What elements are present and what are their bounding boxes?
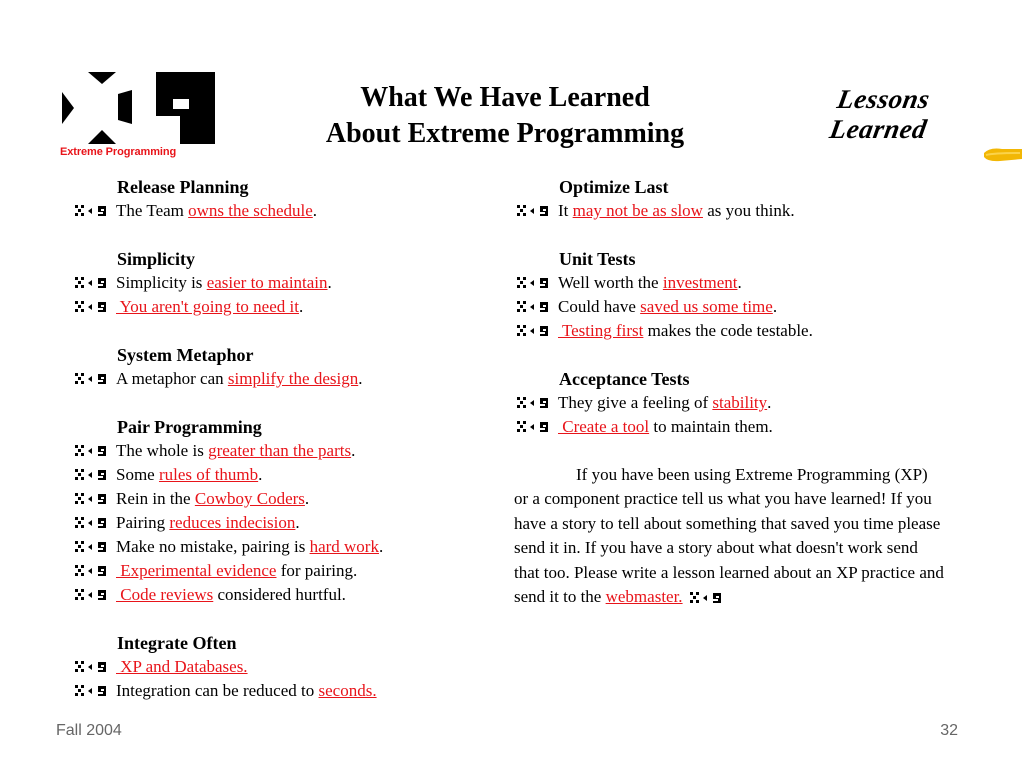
title-line-1: What We Have Learned: [360, 82, 650, 113]
item-link[interactable]: rules of thumb: [158, 465, 259, 484]
section-heading: Simplicity: [117, 249, 196, 269]
item-text-suffix: .: [298, 297, 304, 316]
bullet-icon: [514, 396, 558, 410]
bullet-icon: [687, 591, 731, 605]
bullet-icon: [72, 516, 116, 530]
title-line-2: About Extreme Programming: [325, 118, 685, 149]
spacer: [514, 223, 946, 247]
item-text-suffix: as you think.: [702, 201, 795, 220]
item-link[interactable]: You aren't going to need it: [116, 297, 299, 316]
bullet-icon: [72, 276, 116, 290]
bullet-icon: [514, 324, 558, 338]
spacer: [514, 439, 946, 463]
list-item: [514, 295, 946, 319]
section-heading: Pair Programming: [117, 417, 262, 437]
item-text-suffix: makes the code testable.: [643, 321, 813, 340]
item-link[interactable]: Cowboy Coders: [194, 489, 305, 508]
item-text: Well worth the: [558, 273, 663, 292]
item-text-suffix: .: [767, 393, 772, 412]
list-item: [72, 679, 492, 703]
item-link[interactable]: hard work: [309, 537, 379, 556]
bullet-icon: [514, 300, 558, 314]
list-item: [72, 559, 492, 583]
section-heading: System Metaphor: [117, 345, 254, 365]
bullet-icon: [72, 372, 116, 386]
item-text: Some: [116, 465, 159, 484]
webmaster-link[interactable]: webmaster.: [605, 587, 683, 607]
item-text-suffix: .: [378, 537, 384, 556]
pencil-icon: [982, 145, 1024, 170]
spacer: [72, 391, 492, 415]
paragraph-text: If you have been using Extreme Programming (XP) or a component practice tell us what you have learned! If you have a story to tell about something that saved you time please send it in. If you have a story about what doesn't work send that too. Please write a lesson learned about an XP practice and send it to the: [514, 465, 944, 607]
item-link[interactable]: reduces indecision: [169, 513, 296, 532]
xp-logo: [60, 70, 218, 160]
list-item: [72, 535, 492, 559]
bullet-icon: [514, 420, 558, 434]
bullet-icon: [72, 684, 116, 698]
item-link[interactable]: greater than the parts: [208, 441, 352, 460]
item-text-suffix: .: [258, 465, 263, 484]
xp-logo-mark-icon: [60, 70, 218, 146]
item-text: It: [558, 201, 573, 220]
page-title: [270, 80, 740, 152]
item-text-suffix: .: [772, 297, 778, 316]
list-item: [72, 439, 492, 463]
item-text-suffix: .: [295, 513, 300, 532]
right-column: [514, 175, 946, 609]
item-link[interactable]: owns the schedule: [188, 201, 313, 220]
bullet-icon: [72, 300, 116, 314]
bullet-icon: [72, 444, 116, 458]
section-heading: Optimize Last: [559, 177, 669, 197]
item-text-suffix: .: [312, 201, 318, 220]
bullet-icon: [72, 540, 116, 554]
item-text-suffix: considered hurtful.: [213, 585, 346, 604]
item-text: Simplicity is: [116, 273, 207, 292]
item-text-suffix: .: [327, 273, 332, 292]
list-item: [72, 655, 492, 679]
section-heading: Acceptance Tests: [559, 369, 690, 389]
item-text: Make no mistake, pairing is: [116, 537, 310, 556]
item-link[interactable]: may not be as slow: [572, 201, 703, 220]
item-text: Integration can be reduced to: [116, 681, 319, 700]
bullet-icon: [72, 204, 116, 218]
bullet-icon: [72, 564, 116, 578]
bullet-icon: [514, 204, 558, 218]
item-text: A metaphor can: [116, 369, 228, 388]
item-text-suffix: .: [351, 441, 356, 460]
item-text-suffix: to maintain them.: [649, 417, 773, 436]
item-text-suffix: .: [304, 489, 310, 508]
list-item: [514, 415, 946, 439]
item-text: The whole is: [116, 441, 209, 460]
item-link[interactable]: Code reviews: [116, 585, 214, 604]
item-link[interactable]: Experimental evidence: [116, 561, 277, 580]
bullet-icon: [72, 588, 116, 602]
lessons-learned-logo: [801, 84, 962, 144]
section-heading: Unit Tests: [559, 249, 636, 269]
section-heading: Integrate Often: [117, 633, 237, 653]
item-link[interactable]: saved us some time: [640, 297, 773, 316]
bullet-icon: [514, 276, 558, 290]
list-item: [72, 295, 492, 319]
item-link[interactable]: seconds.: [318, 681, 377, 700]
list-item: [72, 583, 492, 607]
bullet-icon: [72, 660, 116, 674]
item-link[interactable]: Create a tool: [558, 417, 650, 436]
list-item: [72, 271, 492, 295]
spacer: [514, 343, 946, 367]
item-text: Could have: [558, 297, 641, 316]
page-number: 32: [940, 722, 958, 739]
logo-caption: Extreme Programming: [60, 146, 177, 158]
item-text: The Team: [116, 201, 189, 220]
item-text-suffix: for pairing.: [276, 561, 358, 580]
item-link[interactable]: easier to maintain: [206, 273, 328, 292]
spacer: [72, 223, 492, 247]
bullet-icon: [72, 468, 116, 482]
item-link[interactable]: simplify the design: [227, 369, 359, 388]
list-item: [72, 367, 492, 391]
item-link[interactable]: XP and Databases.: [116, 657, 248, 676]
lessons-line-2: Learned: [827, 114, 930, 144]
closing-paragraph: [514, 463, 944, 609]
footer-date: Fall 2004: [56, 722, 122, 739]
list-item: [72, 463, 492, 487]
item-text-suffix: .: [737, 273, 742, 292]
list-item: [72, 511, 492, 535]
list-item: [514, 199, 946, 223]
list-item: [514, 391, 946, 415]
item-text: Rein in the: [116, 489, 195, 508]
spacer: [72, 607, 492, 631]
lessons-line-1: Lessons: [834, 84, 933, 114]
list-item: [72, 487, 492, 511]
left-column: [72, 175, 492, 703]
list-item: [72, 199, 492, 223]
item-link[interactable]: Testing first: [558, 321, 644, 340]
item-text-suffix: .: [358, 369, 363, 388]
item-text: They give a feeling of: [558, 393, 713, 412]
spacer: [72, 319, 492, 343]
item-link[interactable]: investment: [662, 273, 738, 292]
list-item: [514, 319, 946, 343]
list-item: [514, 271, 946, 295]
item-link[interactable]: stability: [712, 393, 768, 412]
item-text: Pairing: [116, 513, 170, 532]
section-heading: Release Planning: [117, 177, 249, 197]
bullet-icon: [72, 492, 116, 506]
